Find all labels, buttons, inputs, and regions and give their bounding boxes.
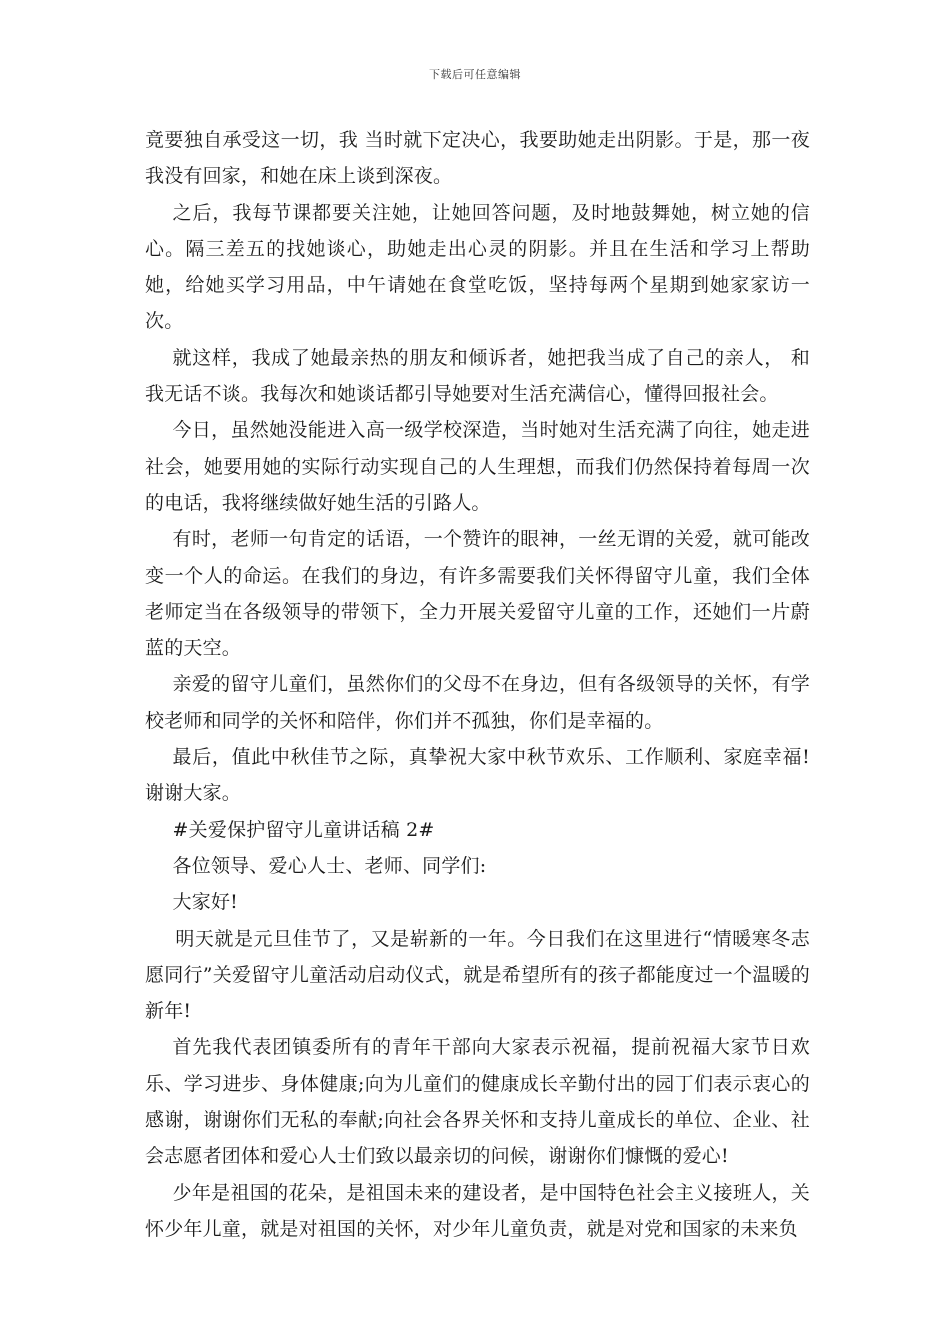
paragraph-5: 有时，老师一句肯定的话语，一个赞许的眼神，一丝无谓的关爱，就可能改变一个人的命运。在我们的身边，有许多需要我们关怀得留守儿童，我们全体老师定当在各级领导的带领下，全力开展关爱留守儿童的工作，还她们一片蔚蓝的天空。 <box>145 528 810 660</box>
paragraph-1: 竟要独自承受这一切，我 当时就下定决心，我要助她走出阴影。于是，那一夜我没有回家，和她在床上谈到深夜。 <box>145 129 810 188</box>
salutation: 各位领导、爱心人士、老师、同学们: <box>172 854 487 877</box>
paragraph-3: 就这样，我成了她最亲热的朋友和倾诉者，她把我当成了自己的亲人， 和我无话不谈。我每次和她谈话都引导她要对生活充满信心，懂得回报社会。 <box>145 346 810 406</box>
paragraph-4: 今日，虽然她没能进入高一级学校深造，当时她对生活充满了向往，她走进社会，她要用她的实际行动实现自己的人生理想，而我们仍然保持着每周一次的电话，我将继续做好她生活的引路人。 <box>145 419 810 514</box>
document-body <box>145 122 810 1247</box>
page-header: 下载后可任意编辑 <box>429 68 521 81</box>
paragraph-10: 少年是祖国的花朵，是祖国未来的建设者，是中国特色社会主义接班人，关怀少年儿童，就是对祖国的关怀，对少年儿童负责，就是对党和国家的未来负 <box>145 1181 810 1240</box>
greeting: 大家好! <box>172 891 238 914</box>
paragraph-7: 最后，值此中秋佳节之际，真挚祝大家中秋节欢乐、工作顺利、家庭幸福!谢谢大家。 <box>145 746 810 805</box>
paragraph-2: 之后，我每节课都要关注她，让她回答问题，及时地鼓舞她，树立她的信心。隔三差五的找她谈心，助她走出心灵的阴影。并且在生活和学习上帮助她，给她买学习用品，中午请她在食堂吃饭，坚持每两个星期到她家家访一次。 <box>145 201 810 333</box>
paragraph-6: 亲爱的留守儿童们，虽然你们的父母不在身边，但有各级领导的关怀，有学校老师和同学的关怀和陪伴，你们并不孤独，你们是幸福的。 <box>145 673 810 732</box>
paragraph-9: 首先我代表团镇委所有的青年干部向大家表示祝福，提前祝福大家节日欢乐、学习进步、身体健康;向为儿童们的健康成长辛勤付出的园丁们表示衷心的感谢，谢谢你们无私的奉献;向社会各界关怀和支持儿童成长的单位、企业、社会志愿者团体和爱心人士们致以最亲切的问候，谢谢你们慷慨的爱心! <box>145 1036 810 1168</box>
section-heading: #关爱保护留守儿童讲话稿 2# <box>172 818 435 841</box>
paragraph-8: 明天就是元旦佳节了，又是崭新的一年。今日我们在这里进行“情暖寒冬志愿同行”关爱留守儿童活动启动仪式，就是希望所有的孩子都能度过一个温暖的新年! <box>145 927 810 1023</box>
